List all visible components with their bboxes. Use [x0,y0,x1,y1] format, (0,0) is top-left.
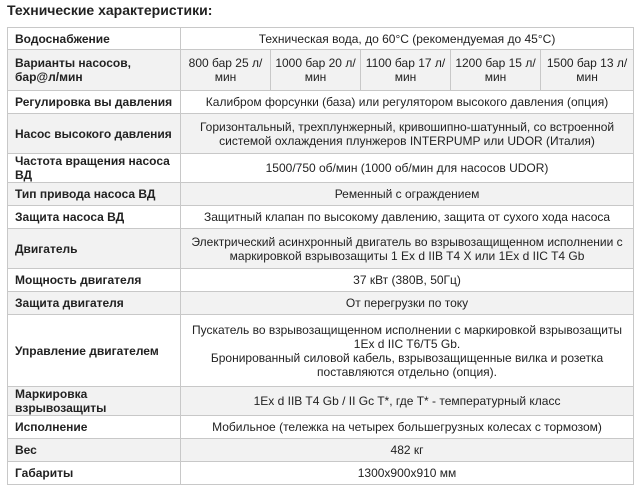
row-value-line: Пускатель во взрывозащищенном исполнении с маркировкой взрывозащиты 1Ex d IIC T6/T5 Gb. [192,322,623,351]
table-row [8,292,634,315]
row-label: Насос высокого давления [8,114,181,154]
table-row [8,387,634,416]
row-value-line: Бронированный силовой кабель, взрывозащищенные вилка и розетка поставляются отдельно (опция). [210,350,604,379]
table-row [8,269,634,292]
row-value: Калибром форсунки (база) или регулятором высокого давления (опция) [181,91,634,114]
row-value: Горизонтальный, трехплунжерный, кривошипно-шатунный, со встроенной системой охлаждения плунжеров INTERPUMP или UDOR (Италия) [181,114,634,154]
row-value: Техническая вода, до 60°С (рекомендуемая до 45°С) [181,28,634,50]
table-row [8,114,634,154]
row-label: Мощность двигателя [8,269,181,292]
row-label: Габариты [8,462,181,485]
row-value: 1300х900х910 мм [181,462,634,485]
table-row [8,439,634,462]
row-label: Двигатель [8,229,181,269]
page-title: Технические характеристики: [7,2,213,18]
row-value: От перегрузки по току [181,292,634,315]
row-label: Регулировка вы давления [8,91,181,114]
pump-option: 1000 бар 20 л/мин [271,50,361,91]
pump-option: 1500 бар 13 л/мин [541,50,634,91]
table-row [8,91,634,114]
row-label: Варианты насосов, бар@л/мин [8,50,181,91]
row-label: Управление двигателем [8,315,181,387]
row-value: Ременный с ограждением [181,183,634,206]
row-label: Водоснабжение [8,28,181,50]
row-value: 482 кг [181,439,634,462]
row-label: Тип привода насоса ВД [8,183,181,206]
row-value: Защитный клапан по высокому давлению, защита от сухого хода насоса [181,206,634,229]
pump-option: 1200 бар 15 л/мин [451,50,541,91]
row-value [181,315,634,387]
table-row [8,28,634,50]
specs-table [7,27,634,485]
row-value: 1500/750 об/мин (1000 об/мин для насосов UDOR) [181,154,634,183]
table-row [8,462,634,485]
table-row [8,154,634,183]
table-row [8,206,634,229]
row-value: Электрический асинхронный двигатель во взрывозащищенном исполнении с маркировкой взрывозащиты 1 Ex d IIB T4 X или 1Ex d IIC T4 Gb [181,229,634,269]
table-row [8,183,634,206]
row-label: Маркировка взрывозащиты [8,387,181,416]
row-value: 1Ex d IIB T4 Gb / II Gc T*, где T* - температурный класс [181,387,634,416]
row-label: Частота вращения насоса ВД [8,154,181,183]
table-row [8,50,634,91]
row-label: Исполнение [8,416,181,439]
row-value: 37 кВт (380В, 50Гц) [181,269,634,292]
table-row [8,416,634,439]
table-row [8,315,634,387]
row-value: Мобильное (тележка на четырех большегрузных колесах с тормозом) [181,416,634,439]
row-label: Защита насоса ВД [8,206,181,229]
pump-option: 800 бар 25 л/мин [181,50,271,91]
table-row [8,229,634,269]
pump-option: 1100 бар 17 л/мин [361,50,451,91]
row-label: Защита двигателя [8,292,181,315]
row-label: Вес [8,439,181,462]
